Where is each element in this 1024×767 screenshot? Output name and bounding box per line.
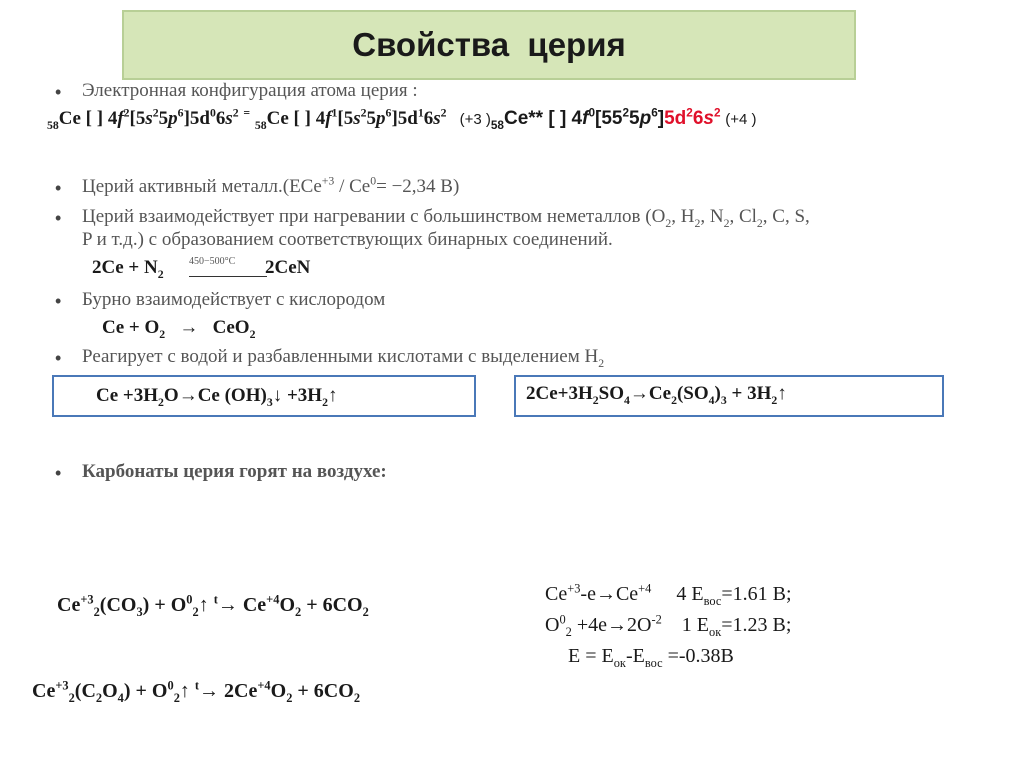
bullet-water-acids: Реагирует с водой и разбавленными кислотами с выделением $H_2$: [82, 346, 605, 370]
bullet-dot: •: [55, 208, 62, 228]
slide-title: Свойства церия: [352, 26, 626, 63]
reaction-condition: 450−500°C: [189, 256, 236, 267]
bullet-nonmetals-line1: Церий взаимодействует при нагревании с большинством неметаллов ($O_2$, $H_2$, $N_2$, $Cl_2$, C, S,: [82, 206, 810, 230]
bullet-dot: •: [55, 82, 62, 102]
reaction-nitrogen-product: 2CeN: [265, 257, 311, 278]
reaction-oxalate: $Ce^{+3}_2(C_2O_4)$ + $O^0_2↑$ $^t\to 2Ce^{+4}O_2 + 6CO_2$: [32, 678, 361, 705]
reaction-carbonate: $Ce^{+3}_2(CO_3)$ + $O^0_2↑$ $^t\to Ce^{+4}O_2 + 6CO_2$: [57, 592, 369, 619]
bullet-dot: •: [55, 291, 62, 311]
bullet-config-heading: Электронная конфигурация атома церия :: [82, 80, 418, 101]
electron-configuration: $_{58}$Ce [ ] $4f^2[5s^25p^6]5d^06s^2$ = $_{58}$Ce [ ] $4f^1[5s^25p^6]5d^16s^2$ (+3 )$_{58}Ce**$ [ ] $4f^0[55^25p^6]5d^26s^2$ (+4 ): [47, 106, 757, 132]
bullet-dot: •: [55, 178, 62, 198]
redox-line-2: $O^0_2 +4e\to 2O^{-2}$ 1 $E_{ок}=1.23$ В;: [545, 612, 792, 639]
reaction-water: $Ce +3H_2O\to Ce$ $(OH)_3↓$ $+3H_2↑$: [96, 385, 338, 409]
redox-line-1: $Ce^{+3}-e\to Ce^{+4}$ 4 $E_{вос}=1.61$ В;: [545, 581, 792, 608]
reaction-oxygen: $Ce + O_2$ → CeO$_2$: [102, 317, 256, 341]
bullet-active-metal: Церий активный металл.(ECe$^{+3}$ / $Ce^0= -2,34$ В): [82, 174, 460, 197]
bullet-dot: •: [55, 348, 62, 368]
reaction-nitrogen: $2Ce + N_2$: [92, 257, 164, 281]
title-banner: [122, 10, 856, 80]
bullet-carbonates: Карбонаты церия горят на воздухе:: [82, 461, 387, 482]
water-reaction-box: [52, 375, 476, 417]
bullet-oxygen: Бурно взаимодействует с кислородом: [82, 289, 386, 310]
reaction-acid: $2Ce+3H_2SO_4\to Ce_2(SO_4)_3$ + $3H_2↑$: [526, 383, 787, 407]
redox-line-3: $E = E_{ок}-E_{вос} =-0.38В$: [568, 645, 734, 670]
reaction-arrow: [189, 276, 267, 277]
bullet-nonmetals-line2: P и т.д.) с образованием соответствующих бинарных соединений.: [82, 229, 613, 250]
acid-reaction-box: [514, 375, 944, 417]
bullet-dot: •: [55, 463, 62, 483]
